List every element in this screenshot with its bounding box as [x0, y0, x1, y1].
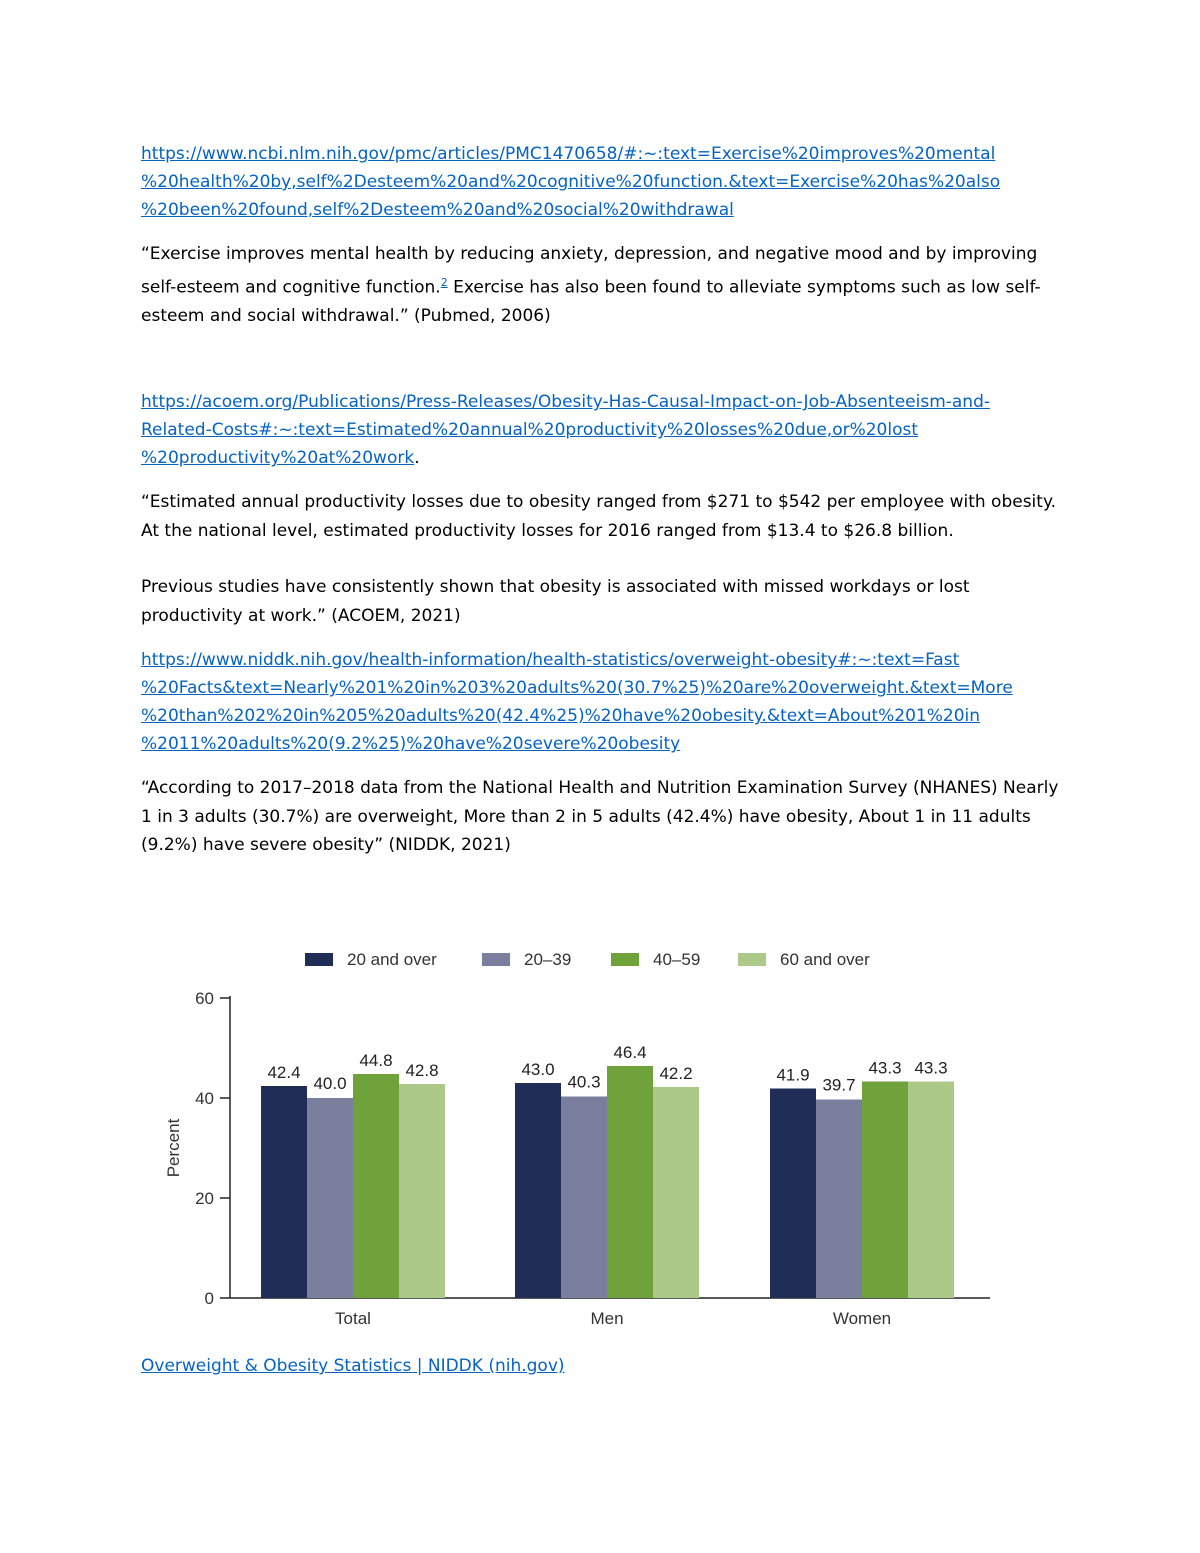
data-label: 40.0 — [313, 1074, 347, 1093]
bar — [561, 1097, 607, 1299]
data-label: 41.9 — [776, 1065, 810, 1085]
bar — [607, 1066, 653, 1298]
footnote-reference-link[interactable]: 2 — [440, 275, 448, 289]
data-label: 42.2 — [659, 1064, 693, 1083]
x-tick-label: Men — [590, 1309, 624, 1328]
source-section-niddk — [141, 646, 1061, 860]
bar — [908, 1082, 954, 1299]
legend-label: 40–59 — [653, 950, 701, 969]
niddk-url-link[interactable] — [141, 646, 1061, 758]
data-label: 43.0 — [521, 1060, 555, 1079]
acoem-url-link[interactable] — [141, 388, 1061, 472]
url-line: %20productivity%20at%20work — [141, 448, 415, 469]
bar — [515, 1083, 561, 1298]
bar — [653, 1087, 699, 1298]
legend-swatch — [611, 953, 639, 966]
bar — [261, 1086, 307, 1298]
legend-label: 60 and over — [780, 950, 870, 969]
data-label: 43.3 — [868, 1058, 902, 1078]
quote-text: Exercise has also been found to alleviate symptoms such as low self-esteem and social withdrawal.” (Pubmed, 2006) — [141, 277, 1041, 326]
bar — [307, 1098, 353, 1298]
bar — [862, 1082, 908, 1299]
x-tick-label: Total — [335, 1309, 371, 1328]
legend-swatch — [305, 953, 333, 966]
data-label: 42.8 — [405, 1061, 439, 1080]
url-line: https://www.niddk.nih.gov/health-information/health-statistics/overweight-obesity#:~:text=Fast — [141, 650, 960, 671]
y-axis-label: Percent — [164, 1118, 183, 1178]
bar — [353, 1074, 399, 1298]
url-line: %20health%20by,self%2Desteem%20and%20cognitive%20function.&text=Exercise%20has%20also — [141, 172, 1001, 192]
source-section-pubmed — [141, 140, 1061, 330]
acoem-quote-2: Previous studies have consistently shown that obesity is associated with missed workdays or lost productivity at work.” (ACOEM, 2021) — [141, 577, 970, 626]
chart-bars — [261, 1043, 954, 1298]
obesity-bar-chart — [155, 940, 1005, 1330]
url-trailer: . — [414, 448, 420, 469]
bar — [399, 1084, 445, 1298]
bar — [816, 1100, 862, 1299]
y-tick-label: 20 — [195, 1189, 214, 1208]
legend-label: 20–39 — [524, 950, 572, 969]
data-label: 46.4 — [613, 1043, 647, 1062]
url-line: https://www.ncbi.nlm.nih.gov/pmc/articles/PMC1470658/#:~:text=Exercise%20improves%20mental — [141, 144, 996, 164]
url-line: %20been%20found,self%2Desteem%20and%20social%20withdrawal — [141, 200, 734, 220]
legend-swatch — [482, 953, 510, 966]
data-label: 43.3 — [914, 1058, 948, 1078]
acoem-quote-1: “Estimated annual productivity losses due to obesity ranged from $271 to $542 per employee with obesity. At the national level, estimated productivity losses for 2016 ranged from $13.4 to $26.8 billion. — [141, 492, 1056, 541]
legend-swatch — [738, 953, 766, 966]
chart-legend — [305, 950, 870, 969]
url-line: %20than%202%20in%205%20adults%20(42.4%25)%20have%20obesity.&text=About%201%20in — [141, 706, 981, 727]
url-line: https://acoem.org/Publications/Press-Releases/Obesity-Has-Causal-Impact-on-Job-Absenteeism-and- — [141, 392, 991, 413]
quote-text: “Exercise improves mental health by reducing anxiety, depression, and negative mood and by improving self-esteem and cognitive function. — [141, 244, 1038, 298]
url-line: %20Facts&text=Nearly%201%20in%203%20adults%20(30.7%25)%20are%20overweight.&text=More — [141, 678, 1013, 699]
bar — [770, 1089, 816, 1299]
data-label: 39.7 — [822, 1075, 856, 1095]
data-label: 42.4 — [267, 1063, 301, 1082]
url-line: %2011%20adults%20(9.2%25)%20have%20severe%20obesity — [141, 734, 681, 755]
niddk-statistics-link[interactable]: Overweight & Obesity Statistics | NIDDK (nih.gov) — [141, 1356, 565, 1376]
y-tick-label: 0 — [204, 1289, 214, 1308]
data-label: 44.8 — [359, 1051, 393, 1070]
y-tick-label: 40 — [195, 1089, 214, 1108]
x-tick-label: Women — [832, 1309, 892, 1328]
document-body — [141, 140, 1061, 860]
pubmed-quote — [141, 240, 1061, 330]
niddk-quote: “According to 2017–2018 data from the National Health and Nutrition Examination Survey (NHANES) Nearly 1 in 3 adults (30.7%) are overweight, More than 2 in 5 adults (42.4%) have obesity, About 1 in 11 adults (9.2%) have severe obesity” (NIDDK, 2021) — [141, 778, 1059, 856]
y-tick-label: 60 — [195, 989, 214, 1008]
pubmed-url-link[interactable] — [141, 140, 1061, 224]
legend-label: 20 and over — [347, 950, 437, 969]
source-section-acoem — [141, 388, 1061, 630]
url-line: Related-Costs#:~:text=Estimated%20annual%20productivity%20losses%20due,or%20lost — [141, 420, 919, 441]
data-label: 40.3 — [567, 1072, 601, 1092]
